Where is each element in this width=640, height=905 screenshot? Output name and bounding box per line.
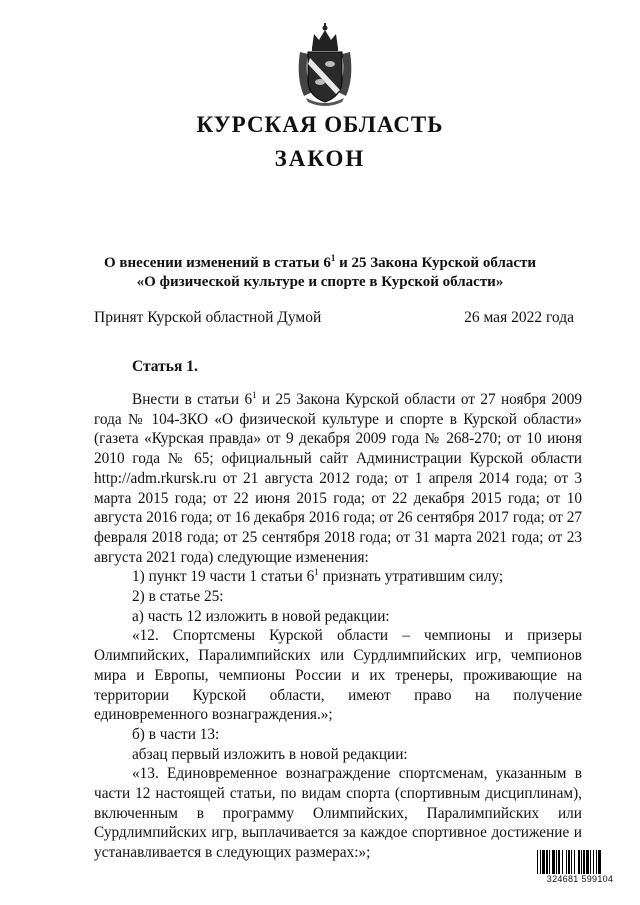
- crown-icon: [312, 23, 338, 51]
- item-1: 1) пункт 19 части 1 статьи $6^1$ признать утратившим силу;: [132, 567, 504, 586]
- law-title-line2: «О физической культуре и спорте в Курской области»: [136, 274, 504, 290]
- item-2b-subitem: абзац первый изложить в новой редакции:: [132, 745, 408, 763]
- barcode-number: 324681 599104: [536, 874, 624, 884]
- article-heading: Статья 1.: [132, 358, 198, 375]
- quote-part-12: «12. Спортсмены Курской области – чемпионы и призеры Олимпийских, Паралимпийских или Сурдлимпийских игр, чемпионов мира и Европы, чемпионы России и их тренеры, проживающие на территории Курской области, имеют право на получение единовременного вознаграждения.»;: [94, 627, 582, 724]
- barcode: [536, 850, 624, 892]
- item-2: 2) в статье 25:: [132, 588, 224, 606]
- law-title: [0, 254, 640, 292]
- item-2b: б) в части 13:: [132, 725, 220, 743]
- adopted-date: 26 мая 2022 года: [464, 309, 574, 326]
- law-title-line1: О внесении изменений в статьи $6^1$ и 25 Закона Курской области: [103, 253, 537, 271]
- item-2a: а) часть 12 изложить в новой редакции:: [132, 607, 390, 625]
- coat-of-arms-emblem: [294, 22, 356, 106]
- intro-paragraph: Внести в статьи $6^1$ и 25 Закона Курской области от 27 ноября 2009 года № 104-ЗКО «О физической культуре и спорте в Курской области» (газета «Курская правда» от 9 декабря 2009 года № 268-270; от 10 июня 2010 года № 65; официальный сайт Администрации Курской области http://adm.rkursk.ru от 21 августа 2012 года; от 1 апреля 2014 года; от 3 марта 2015 года; от 22 июня 2015 года; от 22 декабря 2015 года; от 10 августа 2016 года; от 16 декабря 2016 года; от 26 сентября 2017 года; от 27 февраля 2018 года; от 25 сентября 2018 года; от 31 марта 2021 года; от 23 августа 2021 года) следующие изменения:: [94, 389, 582, 566]
- article-body: [94, 390, 582, 863]
- region-heading: КУРСКАЯ ОБЛАСТЬ: [196, 112, 444, 137]
- adopted-by: Принят Курской областной Думой: [94, 309, 322, 326]
- quote-part-13: «13. Единовременное вознаграждение спортсменам, указанным в части 12 настоящей статьи, по видам спорта (спортивным дисциплинам), включенным в программу Олимпийских, Паралимпийских или Сурдлимпийских игр, выплачивается за каждое спортивное достижение и устанавливается в следующих размерах:»;: [94, 765, 582, 862]
- law-heading: ЗАКОН: [274, 146, 366, 171]
